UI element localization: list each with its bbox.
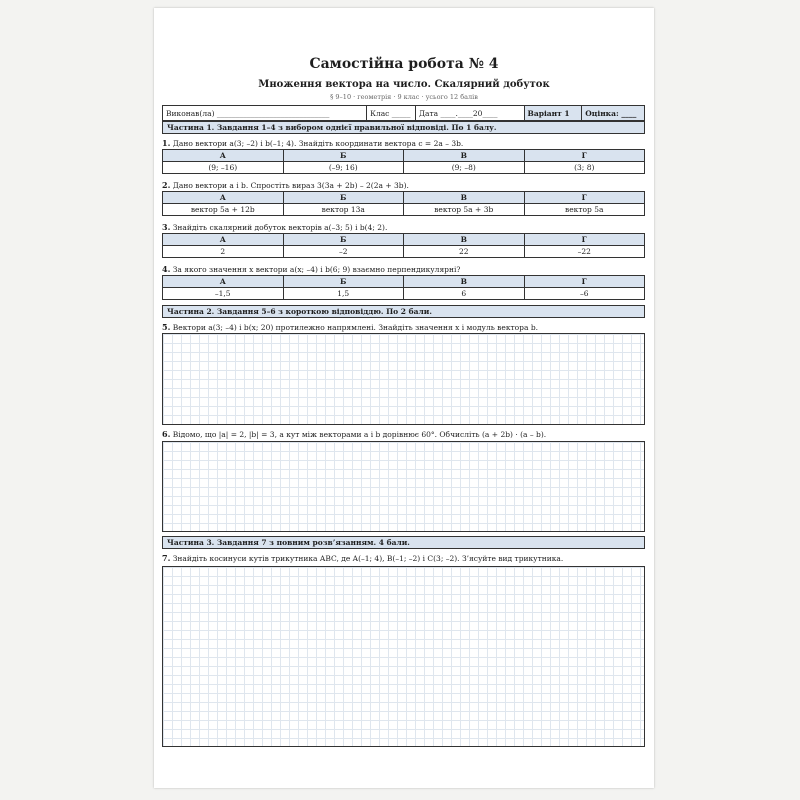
answer-option[interactable]: вектор 5a + 12b bbox=[163, 204, 284, 216]
task-number: 5. bbox=[162, 322, 171, 332]
option-header: А bbox=[163, 192, 284, 204]
answer-option[interactable]: –6 bbox=[524, 288, 645, 300]
answer-option[interactable]: (–9; 16) bbox=[283, 162, 404, 174]
task-5-answer-grid[interactable] bbox=[162, 333, 645, 425]
task-text: Знайдіть скалярний добуток векторів a(–3; 5) і b(4; 2). bbox=[172, 223, 388, 232]
answer-option[interactable]: вектор 5a bbox=[524, 204, 645, 216]
class-field: Клас _____ bbox=[367, 106, 416, 120]
task-text: За якого значення x вектори a(x; –4) і b(6; 9) взаємно перпендикулярні? bbox=[172, 265, 461, 274]
grade-field: Оцінка: ____ bbox=[582, 106, 644, 120]
answer-option[interactable]: вектор 5a + 3b bbox=[404, 204, 525, 216]
option-header: Г bbox=[524, 192, 645, 204]
task-2-answer-table bbox=[162, 191, 645, 216]
task-2 bbox=[162, 180, 409, 190]
option-header: Б bbox=[283, 276, 404, 288]
task-6-answer-grid[interactable] bbox=[162, 441, 645, 532]
option-header: Б bbox=[283, 150, 404, 162]
task-3 bbox=[162, 222, 387, 232]
part3-header: Частина 3. Завдання 7 з повним розв’язанням. 4 бали. bbox=[162, 536, 645, 549]
page-subtitle: Множення вектора на число. Скалярний добуток bbox=[258, 79, 550, 90]
task-text: Дано вектори a і b. Спростіть вираз 3(3a + 2b) – 2(2a + 3b). bbox=[172, 181, 409, 190]
task-number: 2. bbox=[162, 180, 171, 190]
task-number: 6. bbox=[162, 429, 171, 439]
task-number: 3. bbox=[162, 222, 171, 232]
answer-option[interactable]: –22 bbox=[524, 246, 645, 258]
answer-option[interactable]: (3; 8) bbox=[524, 162, 645, 174]
part1-header: Частина 1. Завдання 1–4 з вибором однієї правильної відповіді. По 1 балу. bbox=[162, 121, 645, 134]
task-text: Відомо, що |a| = 2, |b| = 3, а кут між векторами a і b дорівнює 60°. Обчисліть (a + 2b) · (a – b). bbox=[172, 430, 547, 439]
task-1-answer-table bbox=[162, 149, 645, 174]
part2-header: Частина 2. Завдання 5–6 з короткою відповіддю. По 2 бали. bbox=[162, 305, 645, 318]
answer-option[interactable]: (9; –8) bbox=[404, 162, 525, 174]
option-header: В bbox=[404, 276, 525, 288]
option-header: Г bbox=[524, 150, 645, 162]
task-7-answer-grid[interactable] bbox=[162, 566, 645, 747]
task-text: Дано вектори a(3; –2) і b(–1; 4). Знайдіть координати вектора c = 2a – 3b. bbox=[172, 139, 464, 148]
option-header: А bbox=[163, 234, 284, 246]
task-number: 1. bbox=[162, 138, 171, 148]
student-name-field: Виконав(ла) ______________________________ bbox=[163, 106, 367, 120]
option-header: Г bbox=[524, 234, 645, 246]
task-1 bbox=[162, 138, 463, 148]
answer-option[interactable]: 22 bbox=[404, 246, 525, 258]
option-header: В bbox=[404, 192, 525, 204]
option-header: Б bbox=[283, 192, 404, 204]
task-4-answer-table bbox=[162, 275, 645, 300]
option-header: В bbox=[404, 234, 525, 246]
task-4 bbox=[162, 264, 460, 274]
answer-option[interactable]: (9; –16) bbox=[163, 162, 284, 174]
answer-option[interactable]: –1,5 bbox=[163, 288, 284, 300]
date-field: Дата ____.____20____ bbox=[416, 106, 525, 120]
page-title: Самостійна робота № 4 bbox=[309, 56, 499, 72]
task-text: Вектори a(3; –4) і b(x; 20) протилежно напрямлені. Знайдіть значення x і модуль вектора b. bbox=[172, 323, 539, 332]
option-header: В bbox=[404, 150, 525, 162]
option-header: А bbox=[163, 150, 284, 162]
task-7 bbox=[162, 553, 563, 563]
answer-option[interactable]: 2 bbox=[163, 246, 284, 258]
option-header: А bbox=[163, 276, 284, 288]
option-header: Б bbox=[283, 234, 404, 246]
task-number: 7. bbox=[162, 553, 171, 563]
answer-option[interactable]: вектор 13a bbox=[283, 204, 404, 216]
student-info-row bbox=[162, 105, 645, 121]
task-5 bbox=[162, 322, 538, 332]
task-text: Знайдіть косинуси кутів трикутника ABC, де A(–1; 4), B(–1; –2) і C(3; –2). З’ясуйте вид трикутника. bbox=[172, 554, 564, 563]
task-6 bbox=[162, 429, 546, 439]
page-meta: § 9–10 · геометрія · 9 клас · усього 12 балів bbox=[330, 93, 478, 101]
option-header: Г bbox=[524, 276, 645, 288]
task-number: 4. bbox=[162, 264, 171, 274]
worksheet-page bbox=[154, 8, 654, 788]
variant-label: Варіант 1 bbox=[525, 106, 583, 120]
answer-option[interactable]: 1,5 bbox=[283, 288, 404, 300]
answer-option[interactable]: 6 bbox=[404, 288, 525, 300]
answer-option[interactable]: –2 bbox=[283, 246, 404, 258]
task-3-answer-table bbox=[162, 233, 645, 258]
